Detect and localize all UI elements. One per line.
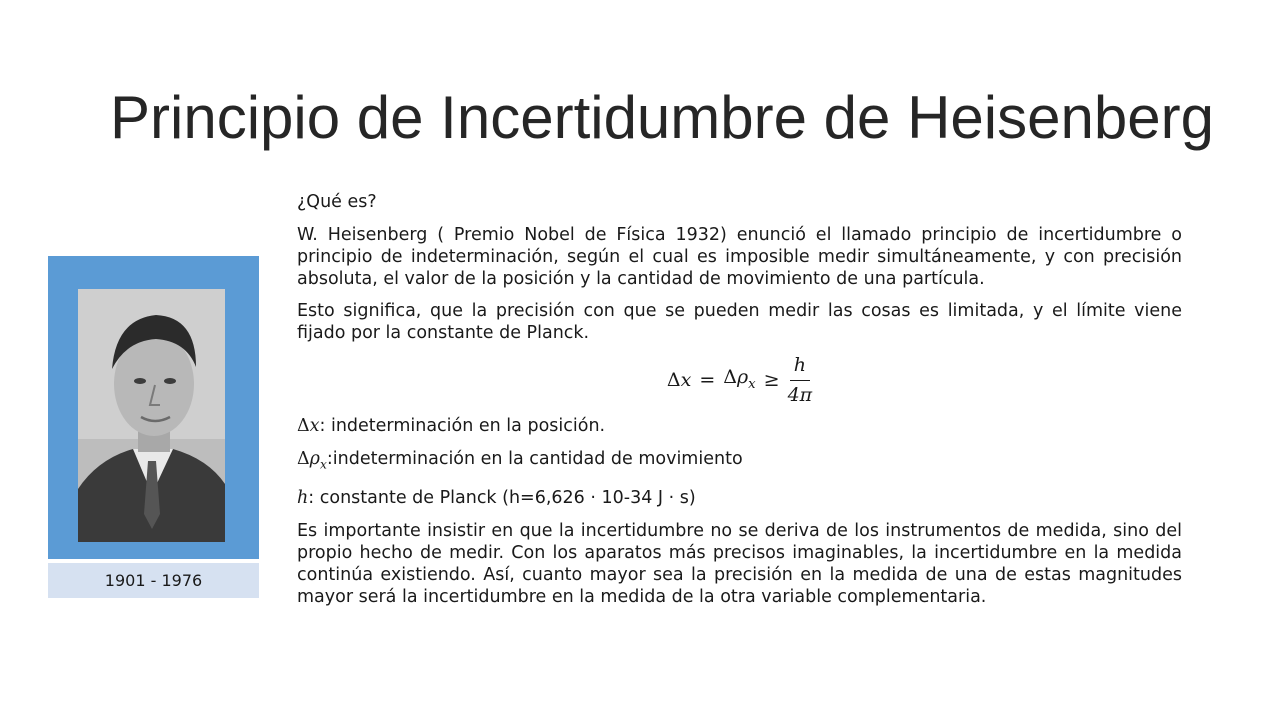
slide-content bbox=[297, 191, 1182, 618]
formula-fraction bbox=[788, 354, 813, 407]
definition-delta-rho: $\Delta\rho_x:indeterminación$ en la cantidad de movimiento bbox=[297, 449, 743, 472]
paragraph-definition: W. Heisenberg ( Premio Nobel de Física 1932) enunció el llamado principio de incertidumbre o principio de indeterminación, según el cual es imposible medir simultáneamente, y con precisión absoluta, el valor de la posición y la cantidad de movimiento de una partícula. bbox=[297, 225, 1182, 289]
portrait-caption: 1901 - 1976 bbox=[48, 563, 259, 598]
heisenberg-portrait-photo bbox=[78, 289, 225, 542]
portrait-panel bbox=[48, 256, 259, 559]
question-heading: ¿Qué es? bbox=[297, 192, 377, 212]
paragraph-meaning: Esto significa, que la precisión con que se pueden medir las cosas es limitada, y el límite viene fijado por la constante de Planck. bbox=[297, 301, 1182, 343]
definition-planck-h: h: constante de Planck (h=6,626 · 10-34 J · s) bbox=[297, 487, 696, 508]
definition-delta-x: Δx: indeterminación en la posición. bbox=[297, 416, 606, 436]
formula-numerator: h bbox=[790, 354, 810, 381]
formula-equals: = bbox=[699, 369, 716, 391]
formula-rhs: $\Delta\rho_x$ bbox=[723, 365, 756, 392]
paragraph-importance: Es importante insistir en que la incertidumbre no se deriva de los instrumentos de medida, sino del propio hecho de medir. Con los aparatos más precisos imaginables, la incertidumbre en la medida continúa existiendo. Así, cuanto mayor sea la precisión en la medida de una de estas magnitudes mayor será la incertidumbre en la medida de la otra variable complementaria. bbox=[297, 520, 1182, 607]
formula-denominator: 4π bbox=[787, 384, 813, 406]
formula-lhs: Δx bbox=[666, 369, 692, 391]
uncertainty-formula bbox=[297, 354, 1182, 407]
formula-geq: ≥ bbox=[763, 369, 780, 391]
slide-title: Principio de Incertidumbre de Heisenberg bbox=[110, 84, 1214, 151]
